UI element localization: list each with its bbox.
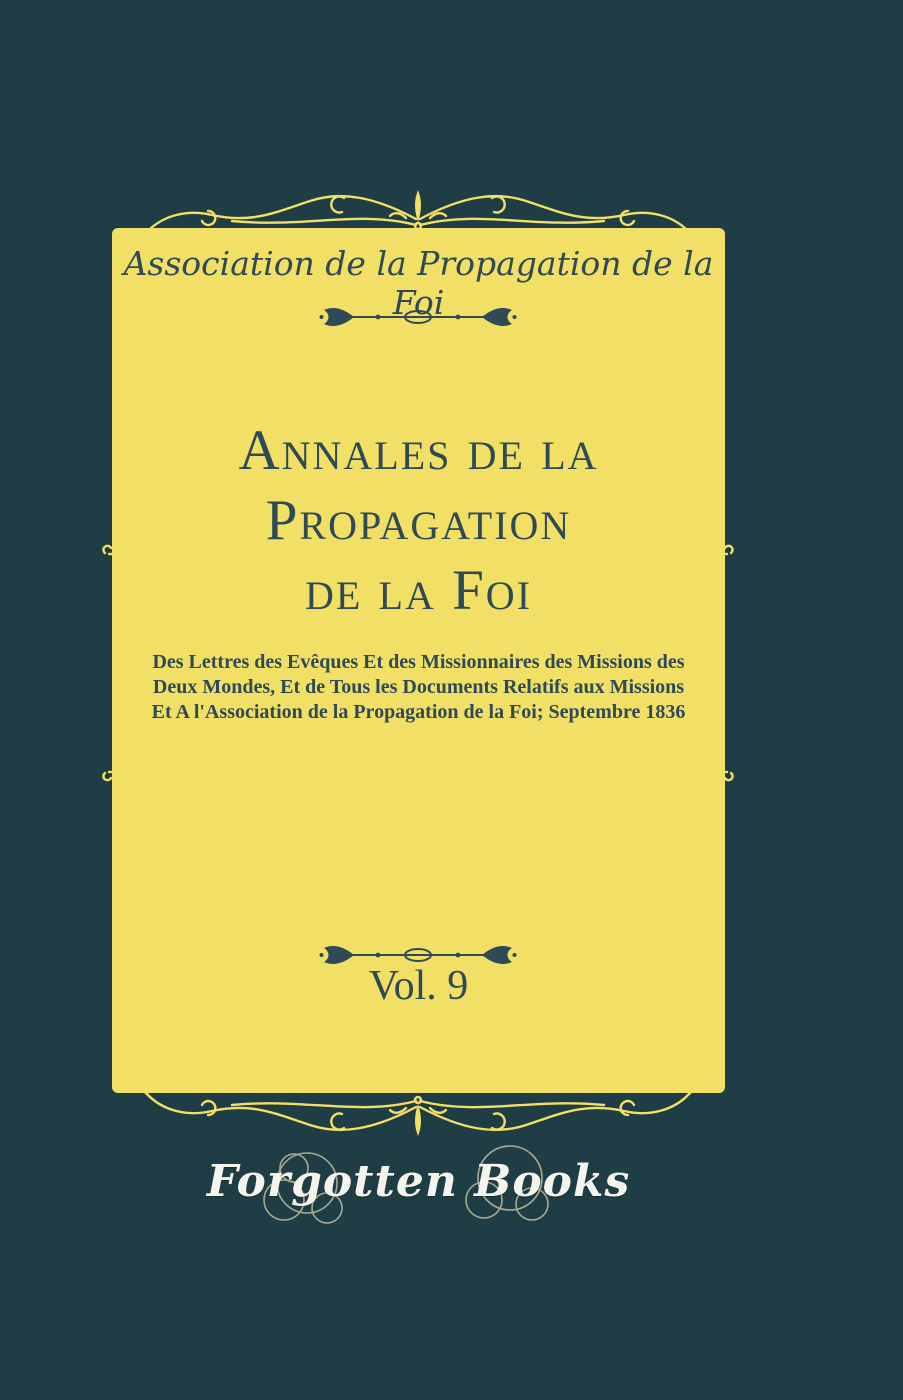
subtitle-line-3: Et A l'Association de la Propagation de la Foi; Septembre 1836 (151, 701, 686, 723)
author-line: Association de la Propagation de la Foi (123, 244, 714, 322)
subtitle-line-2: Deux Mondes, Et de Tous les Documents Relatifs aux Missions (152, 676, 685, 698)
title-line-2: Propagation (265, 489, 572, 552)
volume-label: Vol. 9 (368, 963, 469, 1009)
book-subtitle (112, 650, 725, 725)
title-line-1: Annales de la (238, 419, 599, 482)
title-line-3: de la Foi (304, 559, 533, 622)
publisher-logo (112, 1138, 725, 1258)
publisher-name: Forgotten Books (206, 1156, 631, 1207)
book-title (112, 416, 725, 626)
arrow-divider-ornament (318, 306, 518, 328)
subtitle-line-1: Des Lettres des Evêques Et des Missionnaires des Missions des (152, 651, 685, 673)
